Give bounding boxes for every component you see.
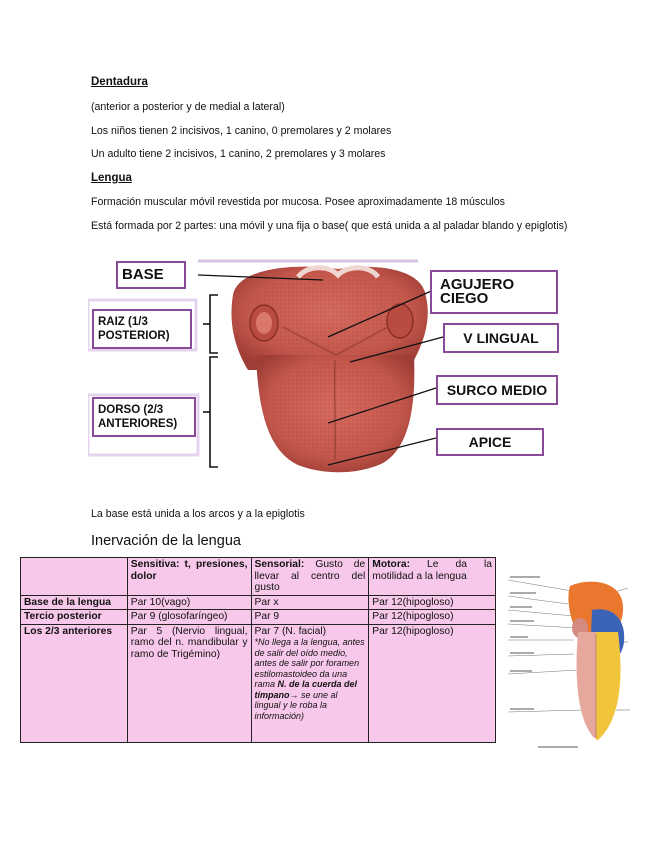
dentadura-line-3: Un adulto tiene 2 incisivos, 1 canino, 2 premolares y 3 molares: [91, 148, 386, 160]
table-row: [21, 610, 496, 625]
cell-sensitiva: Par 10(vago): [127, 595, 251, 610]
label-base: BASE: [116, 261, 186, 289]
label-apice: APICE: [436, 428, 544, 456]
table-row: [21, 624, 496, 742]
cell-sensitiva: Par 9 (glosofaríngeo): [127, 610, 251, 625]
tongue-innervation-illustration: [508, 570, 640, 750]
header-sensorial: Sensorial: Gusto de llevar al centro del gusto: [251, 558, 369, 596]
dentadura-heading: Dentadura: [91, 76, 148, 88]
cell-motora: Par 12(hipogloso): [369, 610, 496, 625]
label-v-lingual: V LINGUAL: [443, 323, 559, 353]
header-sensitiva: Sensitiva: t, presiones, dolor: [127, 558, 251, 596]
table-row: [21, 595, 496, 610]
base-note: La base está unida a los arcos y a la epiglotis: [91, 508, 305, 520]
cell-sensorial-text: Par 7 (N. facial): [254, 625, 327, 637]
label-agujero-ciego: AGUJERO CIEGO: [430, 270, 558, 314]
label-raiz: RAIZ (1/3 POSTERIOR): [92, 309, 192, 349]
cell-motora: Par 12(hipogloso): [369, 595, 496, 610]
lengua-line-2: Está formada por 2 partes: una móvil y una fija o base( que está unida a al paladar blando y epiglotis): [91, 220, 568, 232]
inervacion-title: Inervación de la lengua: [91, 533, 241, 549]
table-header-row: [21, 558, 496, 596]
dentadura-line-2: Los niños tienen 2 incisivos, 1 canino, 0 premolares y 2 molares: [91, 125, 392, 137]
tongue-anatomy-figure: [88, 255, 568, 480]
table-corner-cell: [21, 558, 128, 596]
row-part: Los 2/3 anteriores: [21, 624, 128, 742]
lengua-heading: Lengua: [91, 172, 132, 184]
innervation-table: [20, 557, 496, 743]
row-part: Base de la lengua: [21, 595, 128, 610]
cell-sensorial: [251, 624, 369, 742]
header-motora: Motora: Le da la motilidad a la lengua: [369, 558, 496, 596]
cell-sensorial: Par x: [251, 595, 369, 610]
label-surco-medio: SURCO MEDIO: [436, 375, 558, 405]
row-part: Tercio posterior: [21, 610, 128, 625]
cell-motora: Par 12(hipogloso): [369, 624, 496, 742]
label-dorso: DORSO (2/3 ANTERIORES): [92, 397, 196, 437]
cell-sensorial: Par 9: [251, 610, 369, 625]
facial-nerve-note: *No llega a la lengua, antes de salir del oído medio, antes de salir por foramen estilomastoideo da una rama N. de la cuerda del timpano→ se une al lingual y le roba la información): [254, 637, 365, 721]
cell-sensitiva: Par 5 (Nervio lingual, ramo del n. mandibular y ramo de Trigémino): [127, 624, 251, 742]
lengua-line-1: Formación muscular móvil revestida por mucosa. Posee aproximadamente 18 músculos: [91, 196, 505, 208]
dentadura-line-1: (anterior a posterior y de medial a lateral): [91, 101, 285, 113]
